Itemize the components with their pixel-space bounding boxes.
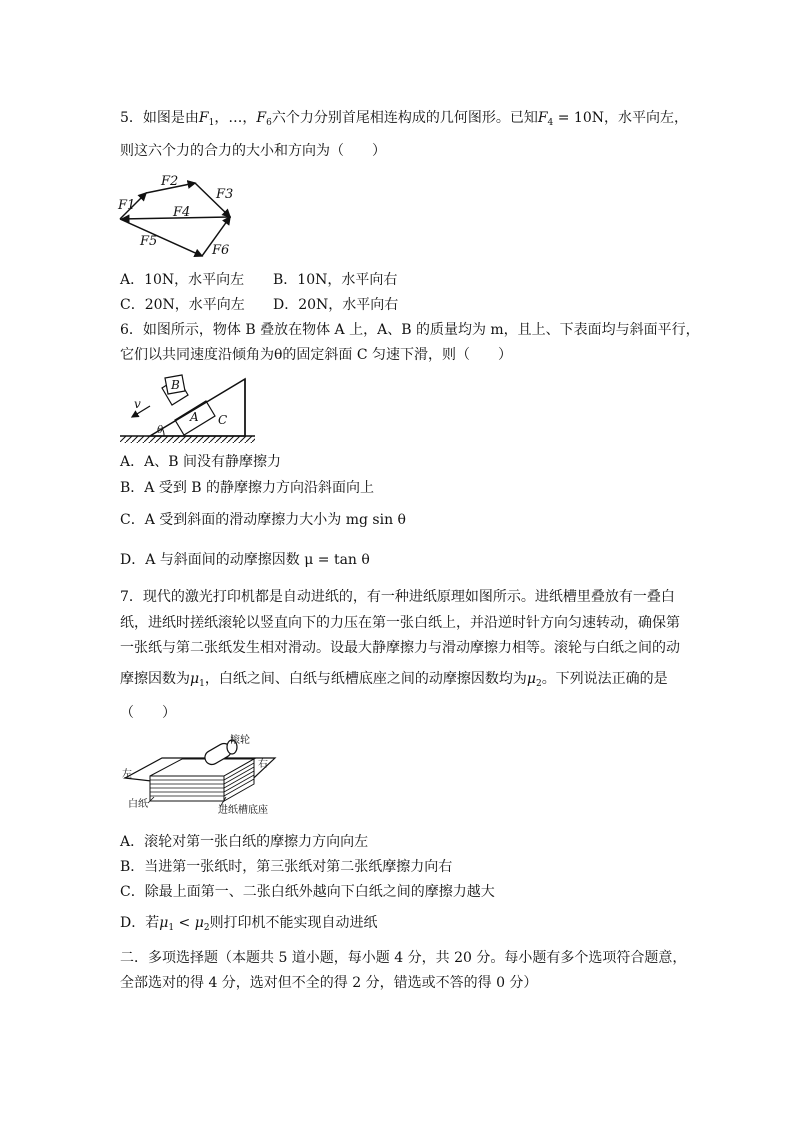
q7-stem-line1: 7．现代的激光打印机都是自动进纸的，有一种进纸原理如图所示。进纸槽里叠放有一叠白 (120, 589, 675, 605)
q5-stem-text: ，水平向左， (603, 110, 688, 126)
q7-label-left: 左 (122, 769, 132, 780)
q7-mu1: μ (190, 671, 200, 687)
section2-line1: 二．多项选择题（本题共 5 道小题，每小题 4 分，共 20 分。每小题有多个选项符合题意， (120, 950, 687, 966)
q7-stem-text: ，白纸之间、白纸与纸槽底座之间的动摩擦因数均为 (204, 671, 527, 687)
q5-f4: F (537, 110, 548, 126)
q7-d-lt: < (174, 915, 195, 931)
q5-stem-line1 (120, 108, 688, 133)
q7-d-mu2: μ (194, 915, 204, 931)
q5-force-polygon-figure (118, 168, 243, 260)
q5-label-f2: F2 (161, 174, 179, 189)
section2-line2: 全部选对的得 4 分，选对但不全的得 2 分，错选或不答的得 0 分） (120, 975, 538, 991)
q6-label-v: v (134, 397, 141, 411)
q5-option-d: D．20N，水平向右 (273, 297, 399, 313)
q7-d-mu2-sub: 2 (203, 923, 210, 933)
q5-option-c: C．20N，水平向左 (120, 297, 245, 313)
q7-option-d (120, 913, 378, 938)
q7-stem-line5: （ ） (120, 705, 176, 721)
q6-stem-line2: 它们以共同速度沿倾角为θ的固定斜面 C 匀速下滑，则（ ） (120, 347, 513, 363)
q6-incline-figure (120, 370, 260, 445)
q5-f6: F (256, 110, 267, 126)
q5-label-f6: F6 (212, 243, 230, 258)
q7-printer-figure (120, 733, 280, 823)
q6-option-b: B．A 受到 B 的静摩擦力方向沿斜面向上 (120, 480, 375, 496)
q6-option-c: C．A 受到斜面的滑动摩擦力大小为 mg sin θ (120, 512, 406, 528)
q5-f1-sub: 1 (208, 118, 215, 128)
q7-label-paper: 白纸 (128, 799, 148, 810)
q5-ellipsis: ，…， (214, 110, 257, 126)
q5-stem-line2: 则这六个力的合力的大小和方向为（ ） (120, 143, 386, 159)
q7-stem-line4 (120, 669, 668, 694)
q6-option-a: A．A、B 间没有静摩擦力 (120, 454, 281, 470)
q7-mu1-sub: 1 (199, 679, 205, 689)
q6-option-d: D．A 与斜面间的动摩擦因数 μ = tan θ (120, 552, 370, 568)
q7-option-c: C．除最上面第一、二张白纸外越向下白纸之间的摩擦力越大 (120, 884, 495, 900)
q7-label-right: 右 (258, 759, 268, 770)
q6-label-theta: θ (157, 425, 164, 436)
q7-d-mu1-sub: 1 (168, 923, 175, 933)
q7-stem-line2: 纸，进纸时搓纸滚轮以竖直向下的力压在第一张白纸上，并沿逆时针方向匀速转动，确保第 (120, 615, 680, 631)
q6-label-c: C (218, 413, 228, 427)
q5-stem-text: 5．如图是由 (120, 110, 199, 126)
q5-f4-sub: 4 (547, 118, 554, 128)
q7-option-d-text: 则打印机不能实现自动进纸 (209, 915, 378, 931)
q7-mu2: μ (526, 671, 536, 687)
q5-label-f5: F5 (140, 234, 158, 249)
q7-label-roller: 滚轮 (230, 735, 250, 746)
q5-f4-value: = 10N (553, 110, 604, 126)
q5-option-b: B．10N，水平向右 (273, 272, 398, 288)
q5-stem-text: 六个力分别首尾相连构成的几何图形。已知 (271, 110, 538, 126)
q7-option-d-text: D．若 (120, 915, 160, 931)
q7-stem-text: 。下列说法正确的是 (541, 671, 668, 687)
q7-stem-line3: 一张纸与第二张纸发生相对滑动。设最大静摩擦力与滑动摩擦力相等。滚轮与白纸之间的动 (120, 640, 680, 656)
q5-f1: F (198, 110, 209, 126)
q7-d-mu1: μ (159, 915, 169, 931)
q5-option-a: A．10N，水平向左 (120, 272, 245, 288)
q6-stem-line1: 6．如图所示，物体 B 叠放在物体 A 上，A、B 的质量均为 m，且上、下表面均与斜面平行， (120, 322, 700, 338)
q7-label-tray: 进纸槽底座 (218, 805, 268, 816)
q7-mu2-sub: 2 (535, 679, 542, 689)
q7-option-b: B．当进第一张纸时，第三张纸对第二张纸摩擦力向右 (120, 859, 453, 875)
q5-label-f1: F1 (118, 198, 136, 213)
q5-f6-sub: 6 (266, 118, 272, 128)
q5-label-f3: F3 (216, 187, 234, 202)
q6-label-b: B (171, 378, 180, 392)
q7-option-a: A．滚轮对第一张白纸的摩擦力方向向左 (120, 834, 369, 850)
q7-stem-text: 摩擦因数为 (120, 671, 190, 687)
q5-label-f4: F4 (173, 205, 191, 220)
q6-label-a: A (190, 410, 199, 424)
